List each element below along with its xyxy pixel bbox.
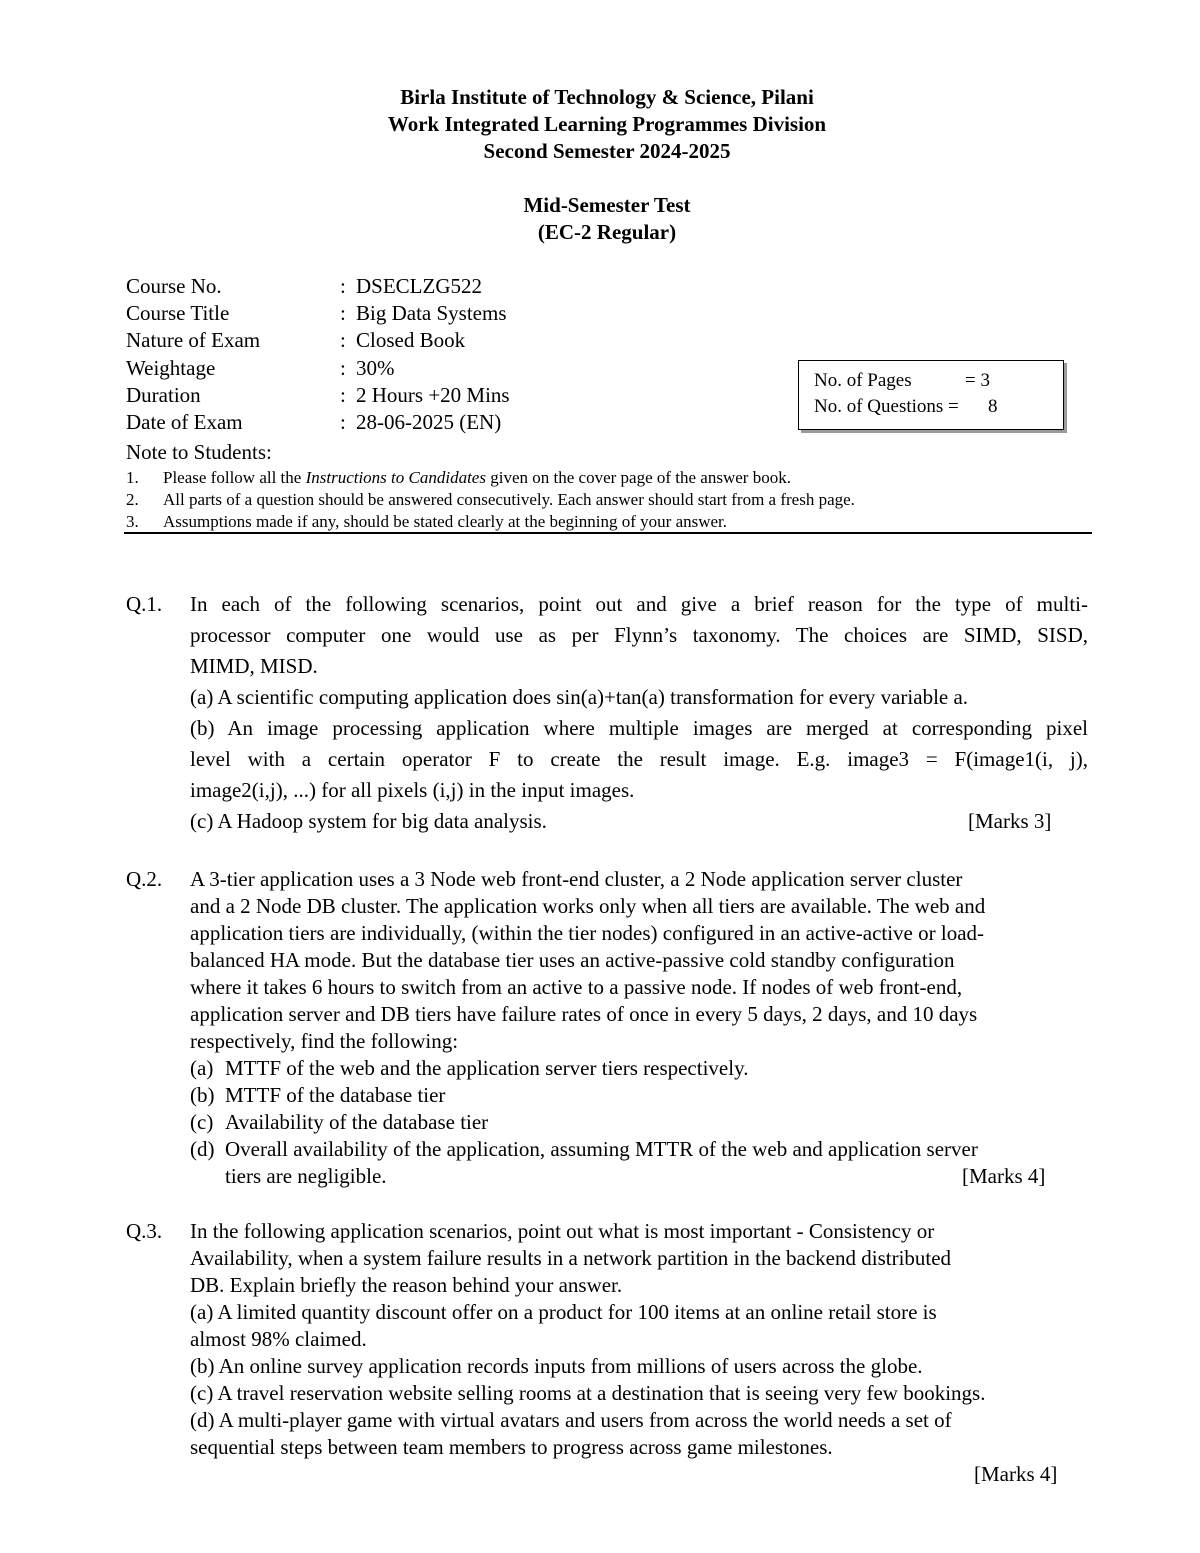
- divider: [124, 532, 1092, 534]
- question-part: (a) A scientific computing application does sin(a)+tan(a) transformation for every variable a.: [190, 685, 969, 709]
- part-text: Availability of the database tier: [225, 1110, 489, 1134]
- note-text: Please follow all the Instructions to Candidates given on the cover page of the answer book.: [163, 468, 791, 487]
- meta-value: DSECLZG522: [356, 274, 482, 298]
- meta-value: Big Data Systems: [356, 301, 507, 325]
- question-part: image2(i,j), ...) for all pixels (i,j) in the input images.: [190, 778, 635, 802]
- part-label: (b): [190, 1083, 215, 1107]
- note-text: All parts of a question should be answered consecutively. Each answer should start from a fresh page.: [163, 490, 855, 509]
- questions-value: 8: [988, 396, 998, 417]
- meta-value: 30%: [356, 356, 395, 380]
- part-text: Overall availability of the application, assuming MTTR of the web and application server: [225, 1137, 978, 1161]
- notes-title: Note to Students:: [126, 440, 272, 464]
- question-text: In each of the following scenarios, point out and give a brief reason for the type of multi-: [190, 592, 1088, 616]
- meta-label: Course Title: [126, 301, 230, 325]
- question-text: application tiers are individually, (within the tier nodes) configured in an active-active or load-: [190, 921, 985, 945]
- pages-value: = 3: [965, 370, 990, 391]
- question-part: almost 98% claimed.: [190, 1327, 367, 1351]
- part-text: tiers are negligible.: [225, 1164, 387, 1188]
- question-part: level with a certain operator F to create the result image. E.g. image3 = F(image1(i, j),: [190, 747, 1088, 771]
- note-number: 3.: [126, 512, 139, 531]
- meta-value: Closed Book: [356, 328, 466, 352]
- institute-name: Birla Institute of Technology & Science, Pilani: [400, 85, 814, 109]
- marks-label: [Marks 4]: [962, 1164, 1046, 1188]
- part-label: (c): [190, 1110, 214, 1134]
- question-part: (d) A multi-player game with virtual avatars and users from across the world needs a set of: [190, 1408, 952, 1432]
- meta-label: Weightage: [126, 356, 216, 380]
- part-label: (a): [190, 1056, 214, 1080]
- meta-label: Date of Exam: [126, 410, 243, 434]
- question-number: Q.1.: [126, 592, 163, 616]
- part-text: MTTF of the web and the application server tiers respectively.: [225, 1056, 749, 1080]
- note-number: 1.: [126, 468, 139, 487]
- pages-questions-box: [798, 360, 1064, 430]
- question-text: A 3-tier application uses a 3 Node web front-end cluster, a 2 Node application server cluster: [190, 867, 963, 891]
- question-text: Availability, when a system failure results in a network partition in the backend distributed: [190, 1246, 952, 1270]
- meta-value: 28-06-2025 (EN): [356, 410, 502, 434]
- semester: Second Semester 2024-2025: [483, 139, 731, 163]
- question-part: sequential steps between team members to progress across game milestones.: [190, 1435, 833, 1459]
- test-type: (EC-2 Regular): [537, 220, 677, 244]
- question-text: where it takes 6 hours to switch from an active to a passive node. If nodes of web front-end,: [190, 975, 963, 999]
- test-name: Mid-Semester Test: [523, 193, 691, 217]
- question-text: DB. Explain briefly the reason behind your answer.: [190, 1273, 623, 1297]
- meta-value: 2 Hours +20 Mins: [356, 383, 510, 407]
- question-number: Q.3.: [126, 1219, 163, 1243]
- question-text: respectively, find the following:: [190, 1029, 459, 1053]
- question-text: and a 2 Node DB cluster. The application works only when all tiers are available. The web and: [190, 894, 986, 918]
- marks-label: [Marks 3]: [968, 809, 1052, 833]
- question-part: (c) A Hadoop system for big data analysis.: [190, 809, 547, 833]
- pages-label: No. of Pages: [814, 370, 912, 391]
- question-number: Q.2.: [126, 867, 163, 891]
- division-name: Work Integrated Learning Programmes Division: [387, 112, 827, 136]
- question-part: (a) A limited quantity discount offer on a product for 100 items at an online retail store is: [190, 1300, 937, 1324]
- question-text: processor computer one would use as per Flynn’s taxonomy. The choices are SIMD, SISD,: [190, 623, 1088, 647]
- question-part: (c) A travel reservation website selling rooms at a destination that is seeing very few bookings.: [190, 1381, 986, 1405]
- question-text: MIMD, MISD.: [190, 654, 318, 678]
- meta-label: Course No.: [126, 274, 222, 298]
- questions-label: No. of Questions =: [814, 396, 959, 417]
- meta-label: Nature of Exam: [126, 328, 261, 352]
- question-text: application server and DB tiers have failure rates of once in every 5 days, 2 days, and 10 days: [190, 1002, 978, 1026]
- question-part: (b) An image processing application where multiple images are merged at corresponding pixel: [190, 716, 1088, 740]
- marks-label: [Marks 4]: [974, 1462, 1058, 1486]
- question-text: balanced HA mode. But the database tier uses an active-passive cold standby configuration: [190, 948, 955, 972]
- note-text: Assumptions made if any, should be stated clearly at the beginning of your answer.: [163, 512, 728, 531]
- meta-label: Duration: [126, 383, 201, 407]
- note-number: 2.: [126, 490, 139, 509]
- part-text: MTTF of the database tier: [225, 1083, 446, 1107]
- part-label: (d): [190, 1137, 215, 1161]
- question-part: (b) An online survey application records inputs from millions of users across the globe.: [190, 1354, 923, 1378]
- question-text: In the following application scenarios, point out what is most important - Consistency or: [190, 1219, 935, 1243]
